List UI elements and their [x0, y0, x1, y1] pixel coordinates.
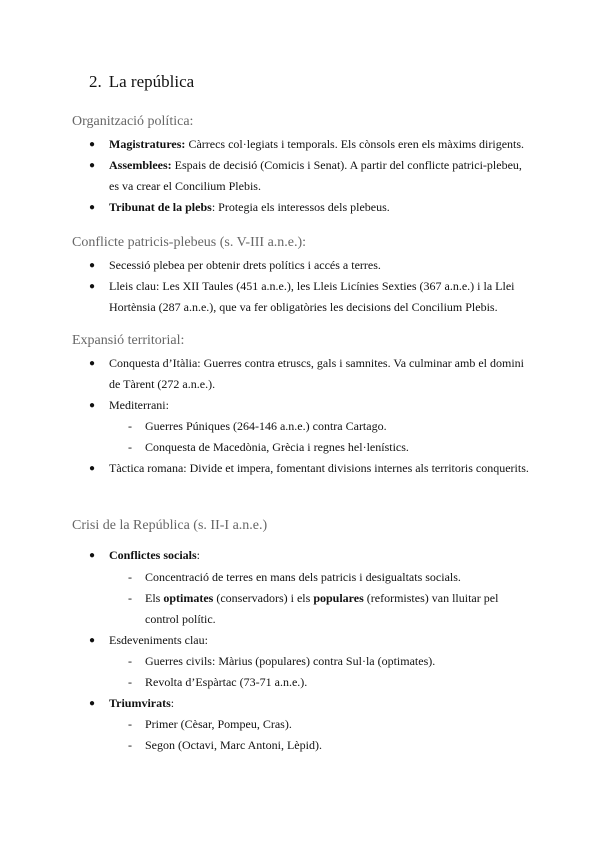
list-item: ● Assemblees: Espais de decisió (Comicis i Senat). A partir del conflicte patrici-plebeu, es va crear el Concilium Plebis.: [109, 155, 529, 197]
section-heading-organitzacio: Organització política:: [72, 114, 194, 129]
sub-list-item: - Els optimates (conservadors) i els populares (reformistes) van lluitar pel control polític.: [145, 588, 525, 630]
dash-icon: -: [128, 654, 132, 668]
sub-list-item: - Conquesta de Macedònia, Grècia i regnes hel·lenístics.: [145, 437, 525, 458]
sub-list-item: - Concentració de terres en mans dels patricis i desigualtats socials.: [145, 567, 525, 588]
list-item: ● Tàctica romana: Divide et impera, fomentant divisions internes als territoris conquerits.: [109, 458, 529, 479]
list-item: ● Esdeveniments clau:: [109, 630, 529, 651]
sub-list-item: - Primer (Cèsar, Pompeu, Cras).: [145, 714, 525, 735]
sub-list-item: - Guerres Púniques (264-146 a.n.e.) contra Cartago.: [145, 416, 525, 437]
dash-icon: -: [128, 675, 132, 689]
section-heading-expansio: Expansió territorial:: [72, 333, 185, 348]
list-item: ● Magistratures: Càrrecs col·legiats i temporals. Els cònsols eren els màxims dirigents.: [109, 134, 529, 155]
page-title: [89, 70, 194, 94]
section-heading-crisi: Crisi de la República (s. II-I a.n.e.): [72, 518, 268, 533]
bullet-icon: ●: [89, 260, 96, 271]
bullet-icon: ●: [89, 358, 96, 369]
list-item: ● Secessió plebea per obtenir drets polítics i accés a terres.: [109, 255, 529, 276]
bullet-icon: ●: [89, 698, 96, 709]
bullet-icon: ●: [89, 139, 96, 150]
dash-icon: -: [128, 419, 132, 433]
sub-list-item: - Segon (Octavi, Marc Antoni, Lèpid).: [145, 735, 525, 756]
bullet-icon: ●: [89, 281, 96, 292]
list-item: ● Mediterrani:: [109, 395, 529, 416]
dash-icon: -: [128, 717, 132, 731]
bullet-icon: ●: [89, 550, 96, 561]
heading-title: La república: [108, 72, 195, 91]
sub-list-item: - Revolta d’Espàrtac (73-71 a.n.e.).: [145, 672, 525, 693]
section-heading-conflicte: Conflicte patricis-plebeus (s. V-III a.n.e.):: [72, 235, 307, 250]
sub-list-item: - Guerres civils: Màrius (populares) contra Sul·la (optimates).: [145, 651, 525, 672]
bullet-icon: ●: [89, 463, 96, 474]
list-item: ● Conquesta d’Itàlia: Guerres contra etruscs, gals i samnites. Va culminar amb el domini de Tàrent (272 a.n.e.).: [109, 353, 529, 395]
list-item: ● Conflictes socials:: [109, 545, 529, 566]
list-item: ● Tribunat de la plebs: Protegia els interessos dels plebeus.: [109, 197, 529, 218]
bullet-icon: ●: [89, 202, 96, 213]
bullet-icon: ●: [89, 400, 96, 411]
dash-icon: -: [128, 440, 132, 454]
bullet-icon: ●: [89, 635, 96, 646]
dash-icon: -: [128, 591, 132, 605]
dash-icon: -: [128, 738, 132, 752]
heading-number: 2.: [89, 72, 102, 91]
bullet-icon: ●: [89, 160, 96, 171]
dash-icon: -: [128, 570, 132, 584]
list-item: ● Triumvirats:: [109, 693, 529, 714]
list-item: ● Lleis clau: Les XII Taules (451 a.n.e.), les Lleis Licínies Sexties (367 a.n.e.) i la Llei Hortènsia (287 a.n.e.), que va fer obligatòries les decisions del Concilium Plebis.: [109, 276, 529, 318]
